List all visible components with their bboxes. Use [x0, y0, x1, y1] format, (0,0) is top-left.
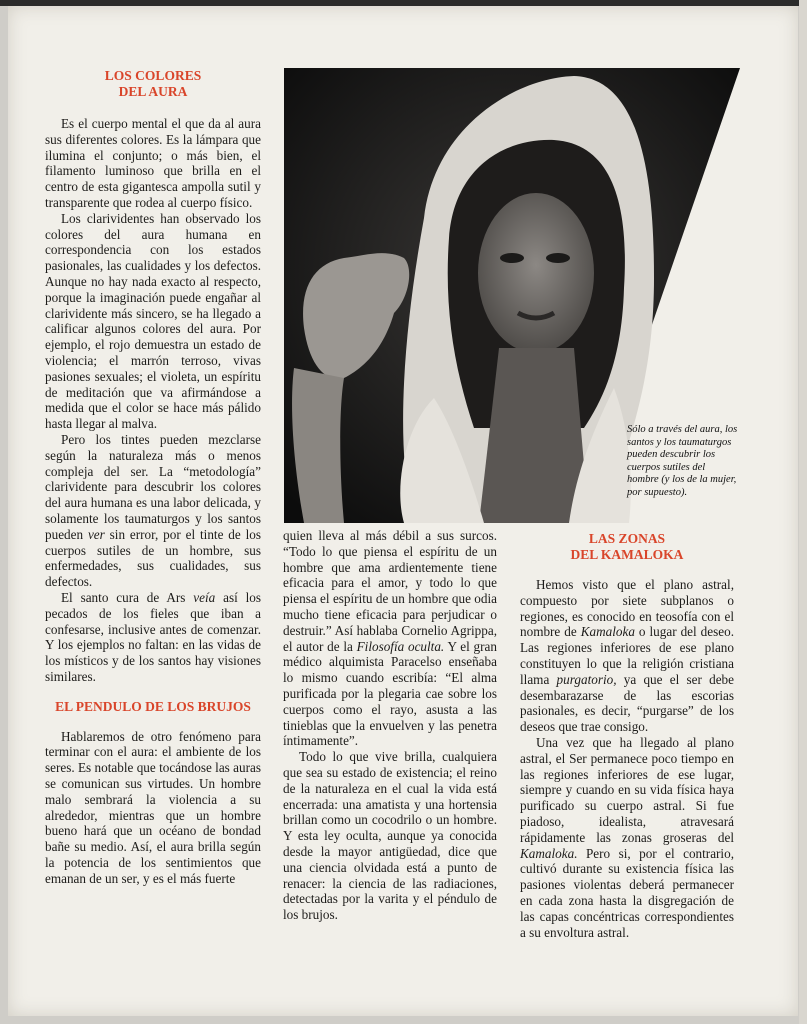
paragraph: Todo lo que vive brilla, cualquiera que sea su estado de existencia; el reino de la naturaleza en el cual la vida está encerrada: una amatista y una hortensia brillan como un cocodrilo o un hombre. Y esta ley oculta, aunque ya conocida desde la mayor antigüedad, dice que una ciencia olvidada está a punto de renacer: la ciencia de las radiaciones, detectadas por la varita y el péndulo de los brujos.	[283, 749, 497, 923]
emphasis: ver	[87, 526, 105, 542]
paragraph: Hablaremos de otro fenómeno para terminar con el aura: el ambiente de los seres. Es notable que tocándose las auras se comunican sus virtudes. Un hombre malo sembrará la violencia a su alrededor, mientras que un hombre bueno hará que un océano de bondad bañe su medio. Así, el aura brilla según la potencia de los sentimientos que emanan de un ser, y es el más fuerte	[45, 728, 261, 886]
paragraph	[283, 528, 497, 749]
paragraph	[45, 432, 261, 590]
text: Pero los tintes pueden mezclarse según la naturaleza más o menos compleja del ser. La “metodología” clarividente para descubrir los colores del aura humana es una labor delicada, y solamente los taumaturgos y los santos pueden	[45, 431, 261, 542]
emphasis: Filosofía oculta.	[356, 638, 445, 654]
text: Pero si, por el contrario, cultivó durante su existencia física las pasiones violentas deberá permanecer en cada zona hasta la disgregación de las capas concéntricas correspondientes a su envoltura astral.	[520, 845, 734, 940]
text: sin error, por el tinte de los cuerpos sutiles de un hombre, sus enfermedades, sus cualidades, sus defectos.	[45, 526, 261, 590]
heading-line: DEL AURA	[118, 84, 188, 99]
emphasis: Kamaloka	[580, 624, 635, 640]
text: así los pecados de los fieles que iban a confesarse, inclusive antes de comenzar. Y los ejemplos no faltan: en las vidas de los místicos y de los santos hay visiones similares.	[45, 589, 261, 684]
text: El santo cura de Ars	[61, 589, 194, 605]
heading-zonas-kamaloka	[520, 531, 734, 563]
text: quien lleva al más débil a sus surcos. “Todo lo que piensa el espíritu de un hombre que ama ardientemente tiene eficacia para el amor, y todo lo que piensa el espíritu de un hombre que odia mucho tiene eficacia para perjudicar o destruir.” Así hablaba Cornelio Agrippa, el autor de la	[283, 528, 497, 654]
right-column	[520, 531, 734, 940]
heading-line: LOS COLORES	[104, 68, 202, 83]
text: Y el gran médico alquimista Paracelso enseñaba lo mismo cuando escribía: “El alma purificada por la plegaria cae sobre los cuerpos como el rayo, asusta a las tinieblas que la envuelven y las penetra íntimamente”.	[283, 638, 497, 749]
left-column	[45, 68, 261, 887]
paragraph	[520, 735, 734, 940]
emphasis: veía	[193, 589, 216, 605]
emphasis: purgatorio,	[556, 671, 617, 687]
paragraph: Los clarividentes han observado los colores del aura humana en correspondencia con los estados pasionales, las cualidades y los defectos. Aunque no hay nada exacto al respecto, porque la imaginación puede engañar al clarividente más sincero, se ha llegado a calificar algunos colores del aura. Por ejemplo, el rojo demuestra un estado de violencia; el marrón terroso, vivas pasiones sexuales; el violeta, un espíritu de meditación que va afirmándose a medida que el color se hace más pálido hasta llegar al malva.	[45, 210, 261, 432]
heading-colores-aura	[45, 68, 261, 100]
emphasis: Kamaloka.	[520, 845, 578, 861]
paragraph	[45, 590, 261, 685]
heading-line: LAS ZONAS	[588, 531, 666, 546]
photo-caption: Sólo a través del aura, los santos y los taumaturgos pueden descubrir los cuerpos sutiles del hombre (y los de la mujer, por supuesto).	[627, 424, 738, 498]
text: o lugar del deseo. Las regiones inferiores de ese plano constituyen lo que la religión cristiana llama	[520, 624, 735, 687]
heading-line: DEL KAMALOKA	[570, 547, 684, 562]
page-right-edge	[799, 0, 807, 1024]
paragraph	[520, 577, 734, 735]
text: Una vez que ha llegado al plano astral, el Ser permanece poco tiempo en las regiones inferiores de ese lugar, siempre y cuando en su vida física haya purificado su cuerpo astral. Si fue piadoso, idealista, atravesará rápidamente las zonas groseras del	[520, 734, 734, 845]
text: ya que el ser debe desembarazarse de las escorias pasionales, es decir, “purgarse” de los deseos que trae consigo.	[520, 671, 735, 735]
paragraph: Es el cuerpo mental el que da al aura sus diferentes colores. Es la lámpara que ilumina el conjunto; o más bien, el filamento luminoso que brilla en el centro de esta gigantesca ampolla sutil y transparente que rodea al cuerpo físico.	[45, 116, 261, 210]
middle-column	[283, 528, 497, 923]
text: Hemos visto que el plano astral, compuesto por siete subplanos o regiones, es conocido en teosofía con el nombre de	[520, 577, 734, 640]
heading-pendulo-brujos: EL PENDULO DE LOS BRUJOS	[55, 698, 251, 714]
